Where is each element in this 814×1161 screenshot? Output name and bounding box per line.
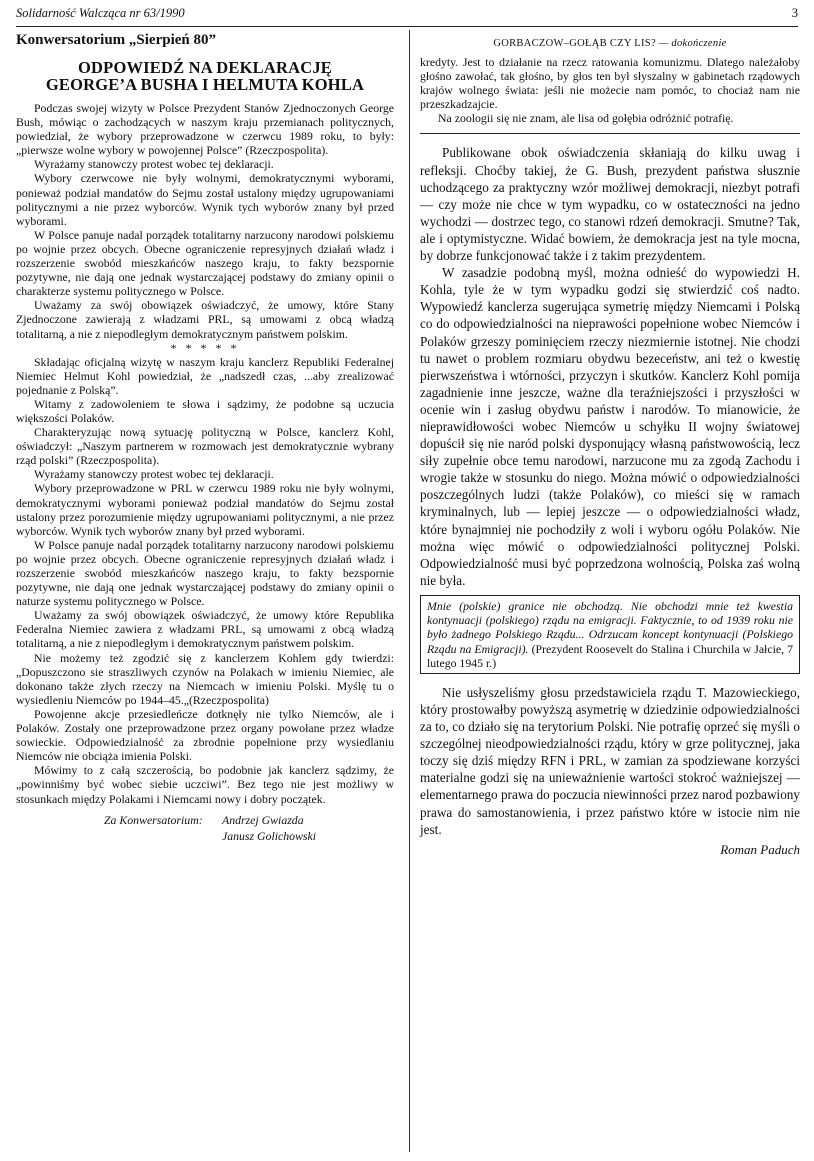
- paragraph: Witamy z zadowoleniem te słowa i sądzimy, że podobne są uczucia większości Polaków.: [16, 396, 394, 425]
- article-title-line2: GEORGE’A BUSHA I HELMUTA KOHLA: [45, 75, 365, 94]
- paragraph: W zasadzie podobną myśl, można odnieść do wypowiedzi H. Kohla, tyle że w tym wypadku godzi się stwierdzić coś nadto. Wypowiedź kanclerza sugerująca symetrię między Niemcami i Polską co do odpowiedzialności na nieprawości popełnione wobec Niemców i Polaków grzeszy pominięciem rzeczy niezmiernie istotnej. Nie chodzi tu nawet o problem rozmiaru obydwu bezeceństw, ani też o kwestię pierwszeństwa i wtórności, przyczyn i skutków. Kanclerz Kohl pomija zagadnienie inne jeszcze, ważne dla teraźniejszości i przyszłości w ocenie win i zasług obydwu państw i narodów. To mianowicie, że nieprawidłowości wobec Niemców u schyłku II wojny światowej dopuścił się nie naród polski dysponujący własną państwowością, lecz siły zupełnie obce temu narodowi, narzucone mu za zgodą Zachodu i wrogie także w stosunku do niego. Można mówić o odpowiedzialności poszczególnych ludzi (także Polaków), co mieści się w ramach kryminalnych, lub — lepiej jeszcze — o odpowiedzialności władz, które bynajmniej nie pochodziły z woli i wyboru ogółu Polaków. Nie można więc mówić o odpowiedzialności politycznej Polski. Odpowiedzialność musi być poprzedzona wolnością, Polska zaś wolną nie była.: [420, 265, 800, 588]
- publication-title: Solidarność Walcząca nr 63/1990: [16, 6, 185, 20]
- paragraph: kredyty. Jest to działanie na rzecz ratowania komunizmu. Dlatego należałoby głośno zawołać, tak głośno, by głos ten był słyszalny w gabinetach rządowych krajów wolnego świata: jeśli nie możecie nam pomóc, to chociaż nam nie przeszkadzajcie.: [420, 55, 800, 112]
- section-rule: [420, 133, 800, 134]
- continuation-title: GORBACZOW–GOŁĄB CZY LIS?: [493, 38, 656, 49]
- continuation-suffix: — dokończenie: [658, 38, 727, 49]
- left-column: [16, 32, 394, 844]
- article-title-line1: ODPOWIEDŹ NA DEKLARACJĘ: [78, 58, 332, 77]
- paragraph: Publikowane obok oświadczenia skłaniają do kilku uwag i refleksji. Choćby takiej, że G. Bush, prezydent państwa słusznie uchodzącego za praktyczny wzór możliwej demokracji, niezbyt potrafi — czy może nie chce w tym wypadku, co w ostateczności na jedno wychodzi — dostrzec tego, co stanowi rdzeń demokracji. Smutne? Tak, ale i optymistyczne. Widać bowiem, że demokracja jest na tyle mocna, by dobrze funkcjonować także i z takim prezydentem.: [420, 145, 800, 264]
- paragraph: Uważamy za swój obowiązek oświadczyć, że umowy które Republika Federalna Niemiec zawiera z władzami PRL, są umowami z obcą władzą totalitarną, a nie z niepodległym i demokratycznym państwem polskim.: [16, 608, 394, 651]
- paragraph: Uważamy za swój obowiązek oświadczyć, że umowy, które Stany Zjednoczone zawierają z władzami PRL, są umowami z obcą władzą totalitarną, a nie z niepodległym demokratycznym państwem polskim.: [16, 298, 394, 341]
- article-title: [16, 59, 394, 93]
- paragraph: Mówimy to z całą szczerością, bo podobnie jak kanclerz sądzimy, że „powinniśmy być wobec siebie uczciwi”. Bez tego nie jest możliwy w stosunkach między Polakami i Niemcami nowy i dobry początek.: [16, 763, 394, 806]
- paragraph: Na zoologii się nie znam, ale lisa od gołębia odróżnić potrafię.: [438, 111, 734, 126]
- signatory-name: Andrzej Gwiazda: [222, 812, 304, 827]
- paragraph: Podczas swojej wizyty w Polsce Prezydent Stanów Zjednoczonych George Bush, mówiąc o zachodzących w naszym kraju przemianach politycznych, powiedział, że wybory przeprowadzone w czerwcu 1989 roku, to były: „pierwsze wolne wybory w powojennej Polsce” (Rzeczpospolita).: [16, 101, 394, 158]
- quote-source: (Prezydent Roosevelt do Stalina i Churchila w Jałcie, 7 lutego 1945 r.): [427, 641, 794, 670]
- paragraph: Nie możemy też zgodzić się z kanclerzem Kohlem gdy twierdzi: „Dopuszczono sie straszliwych czynów na Polakach w imieniu Niemiec, ale dokonano także złych rzeczy na Niemcach w imieniu Polski. Myślę tu o wysiedleniu Niemców po 1944–45.„(Rzeczpospolita): [16, 650, 394, 707]
- signature-label: Za Konwersatorium:: [104, 812, 203, 827]
- paragraph: Charakteryzując nową sytuację polityczną w Polsce, kanclerz Kohl, oświadczył: „Naszym partnerem w rozmowach jest demokratycznie wybrany rząd polski” (Rzeczpospolita).: [16, 425, 394, 468]
- paragraph: Powojenne akcje przesiedleńcze dotknęły nie tylko Niemców, ale i Polaków. Zostały one przeprowadzone przez organy powołane przez władze sowieckie. Odpowiedzialność za zbrodnie popełnione przy wysiedlaniu Niemców nie obciąża imienia Polski.: [16, 706, 394, 764]
- continuation-header: [420, 38, 800, 49]
- article-author: Roman Paduch: [720, 841, 800, 857]
- column-divider: [409, 30, 410, 1152]
- page-header: [16, 6, 798, 24]
- page-number: 3: [791, 6, 798, 20]
- paragraph: Składając oficjalną wizytę w naszym kraju kanclerz Republiki Federalnej Niemiec Helmut Kohl powiedział, że „nadszedł czas, ...aby zrealizować pojednanie z Polską”.: [16, 354, 394, 397]
- paragraph: W Polsce panuje nadal porządek totalitarny narzucony narodowi polskiemu po wojnie przez obcych. Obecne ograniczenie represyjnych działań władz i rozszerzenie swobód mieszkańców naszego kraju, to fakty bezspornie pozytywne, nie dają one jednak wystarczającej podstawy do zmiany opinii o charakterze systemu politycznego w Polsce.: [16, 227, 394, 299]
- header-rule: [16, 26, 798, 27]
- section-heading: Konwersatorium „Sierpień 80”: [16, 32, 216, 48]
- signature-block: [16, 812, 394, 844]
- paragraph: W Polsce panuje nadal porządek totalitarny narzucony narodowi polskiemu po wojnie przez obcych. Obecne ograniczenie represyjnych działań władz i rozszerzenie swobód mieszkańców naszego kraju, to fakty bezspornie pozytywne, nie dają one jednak wystarczającej podstawy do zmiany opinii o naturze systemu politycznego w Polsce.: [16, 537, 394, 609]
- paragraph: Wybory czerwcowe nie były wolnymi, demokratycznymi wyborami, ponieważ podział mandatów do Sejmu został ustalony między ugrupowaniami politycznymi a nie przez wyborców. Wynik tych wyborów znany był przed wyborami.: [16, 171, 394, 228]
- signatory-name: Janusz Golichowski: [222, 828, 317, 843]
- paragraph: Wyrażamy stanowczy protest wobec tej deklaracji.: [34, 467, 274, 482]
- right-column: [420, 32, 800, 858]
- paragraph: Wyrażamy stanowczy protest wobec tej deklaracji.: [34, 157, 274, 172]
- section-separator: * * * * *: [170, 340, 240, 355]
- quote-box: [420, 595, 800, 674]
- paragraph: Wybory przeprowadzone w PRL w czerwcu 1989 roku nie były wolnymi, demokratycznymi wyborami ponieważ podział mandatów do Sejmu został ustalony przez porozumienie między ugrupowaniami politycznymi, a nie przez wyborców. Wynik tych wyborów znany był przed wyborami.: [16, 481, 394, 538]
- quote-text: Mnie (polskie) granice nie obchodzą. Nie obchodzi mnie też kwestia kontynuacji (polskiego) rządu na emigracji. Faktycznie, to od 1939 roku nie było żadnego Polskiego Rządu... Odrzucam koncept kontynuacji (Polskiego Rządu na Emigracji).: [427, 598, 793, 656]
- paragraph: Nie usłyszeliśmy głosu przedstawiciela rządu T. Mazowieckiego, który prostowałby powyższą asymetrię w dziedzinie odpowiedzialności za to, co działo się na terytorium Polski. Nie potrafię oprzeć się myśli o szczególnej nieodpowiedzialności rządu, który w grze politycznej, jaka toczy się dziś między RFN i PRL, w zamian za spodziewane korzyści materialne godzi się na unieważnienie wartości stokroć ważniejszej — elementarnego prawa do poczucia niewinności przez narod pozbawiony prawa do samostanowienia, i przez państwo które w istocie nim nie jest.: [420, 684, 800, 837]
